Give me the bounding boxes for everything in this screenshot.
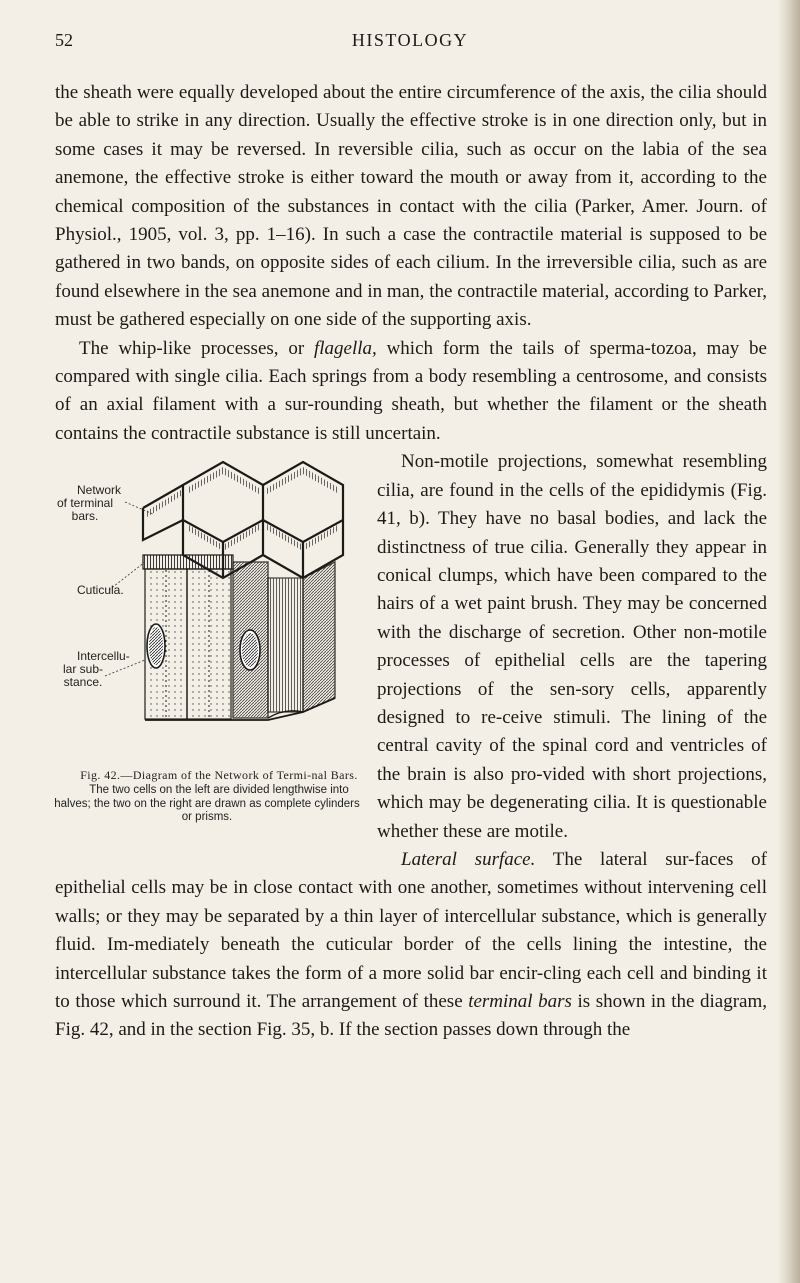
figure-caption — [53, 768, 361, 825]
term-flagella: flagella, — [313, 337, 377, 359]
paragraph-flagella: The whip-like processes, or flagella, which form the tails of sperma-tozoa, may be compared with single cilia. Each springs from a body resembling a centrosome, and consists of an axial filament with a sur-rounding sheath, but whether the filament or the sheath contains the contractile substance is still uncertain. — [55, 337, 767, 444]
running-title: HISTOLOGY — [351, 30, 469, 50]
paragraph-non-motile: Network of terminal bars. Cuticula. Intercellu-lar sub-stance. Fig. 42.—Diagram of the Network of Termi-nal Bars. The two cells on the left are divided lengthwise into halves; the two on the right are drawn as complete cylinders or prisms. Non-motile projections, somewhat resembling cilia, are found in the cells of the epididymis (Fig. 41, b). They have no basal bodies, and lack the distinctness of true cilia. Generally they appear in conical clumps, which have been compared to the hairs of a wet paint brush. They may be concerned with the discharge of secretion. Other non-motile processes of epithelial cells are the tapering projections of the sen-sory cells, apparently designed to re-ceive stimuli. The lining of the central cavity of the spinal cord and ventricles of the brain is also pro-vided with short projections, which may be degenerating cilia. It is questionable whether these are motile. — [55, 448, 767, 846]
page-number: 52 — [55, 30, 73, 50]
term-lateral-surface: Lateral surface. — [401, 848, 536, 870]
page-edge-shadow — [778, 0, 800, 1283]
caption-title: Fig. 42.—Diagram of the Network of Termi-nal Bars. — [80, 768, 358, 783]
paragraph-lateral-surface: Lateral surface. The lateral sur-faces of epithelial cells may be in close contact with one another, sometimes without intervening cell walls; or they may be separated by a thin layer of intercellular substance, which is generally fluid. Im-mediately beneath the cuticular border of the cells lining the intestine, the intercellular substance takes the form of a more solid bar encir-cling each cell and binding it to those which surround it. The arrangement of these terminal bars is shown in the diagram, Fig. 42, and in the section Fig. 35, b. If the section passes down through the — [55, 848, 767, 1041]
label-intercellular-substance: Intercellu-lar sub-stance. — [62, 649, 130, 690]
paragraph-cilia-stroke: the sheath were equally developed about the entire circumference of the axis, the cilia should be able to strike in any direction. Usually the effective stroke is in one direction only, but in some cases it may be reversed. In reversible cilia, such as occur on the labia of the sea anemone, the effective stroke is either toward the mouth or away from it, according to the chemical composition of the substances in contact with the cilia (Parker, Amer. Journ. of Physiol., 1905, vol. 3, pp. 1–16). In such a case the contractile material is supposed to be gathered in two bands, on opposite sides of each cilium. In the irreversible cilia, such as are found elsewhere in the sea anemone and in man, the contractile material, according to Parker, must be gathered especially on one side of the supporting axis. — [55, 82, 767, 331]
body-text — [55, 79, 767, 1045]
label-network-terminal-bars: Network of terminal bars. — [56, 483, 122, 524]
page-header — [55, 30, 765, 56]
label-cuticula: Cuticula. — [77, 583, 124, 598]
term-terminal-bars: terminal bars — [468, 991, 572, 1012]
figure-42 — [53, 450, 363, 850]
caption-description: The two cells on the left are divided lengthwise into halves; the two on the right are drawn as complete cylinders or prisms. — [54, 784, 360, 824]
